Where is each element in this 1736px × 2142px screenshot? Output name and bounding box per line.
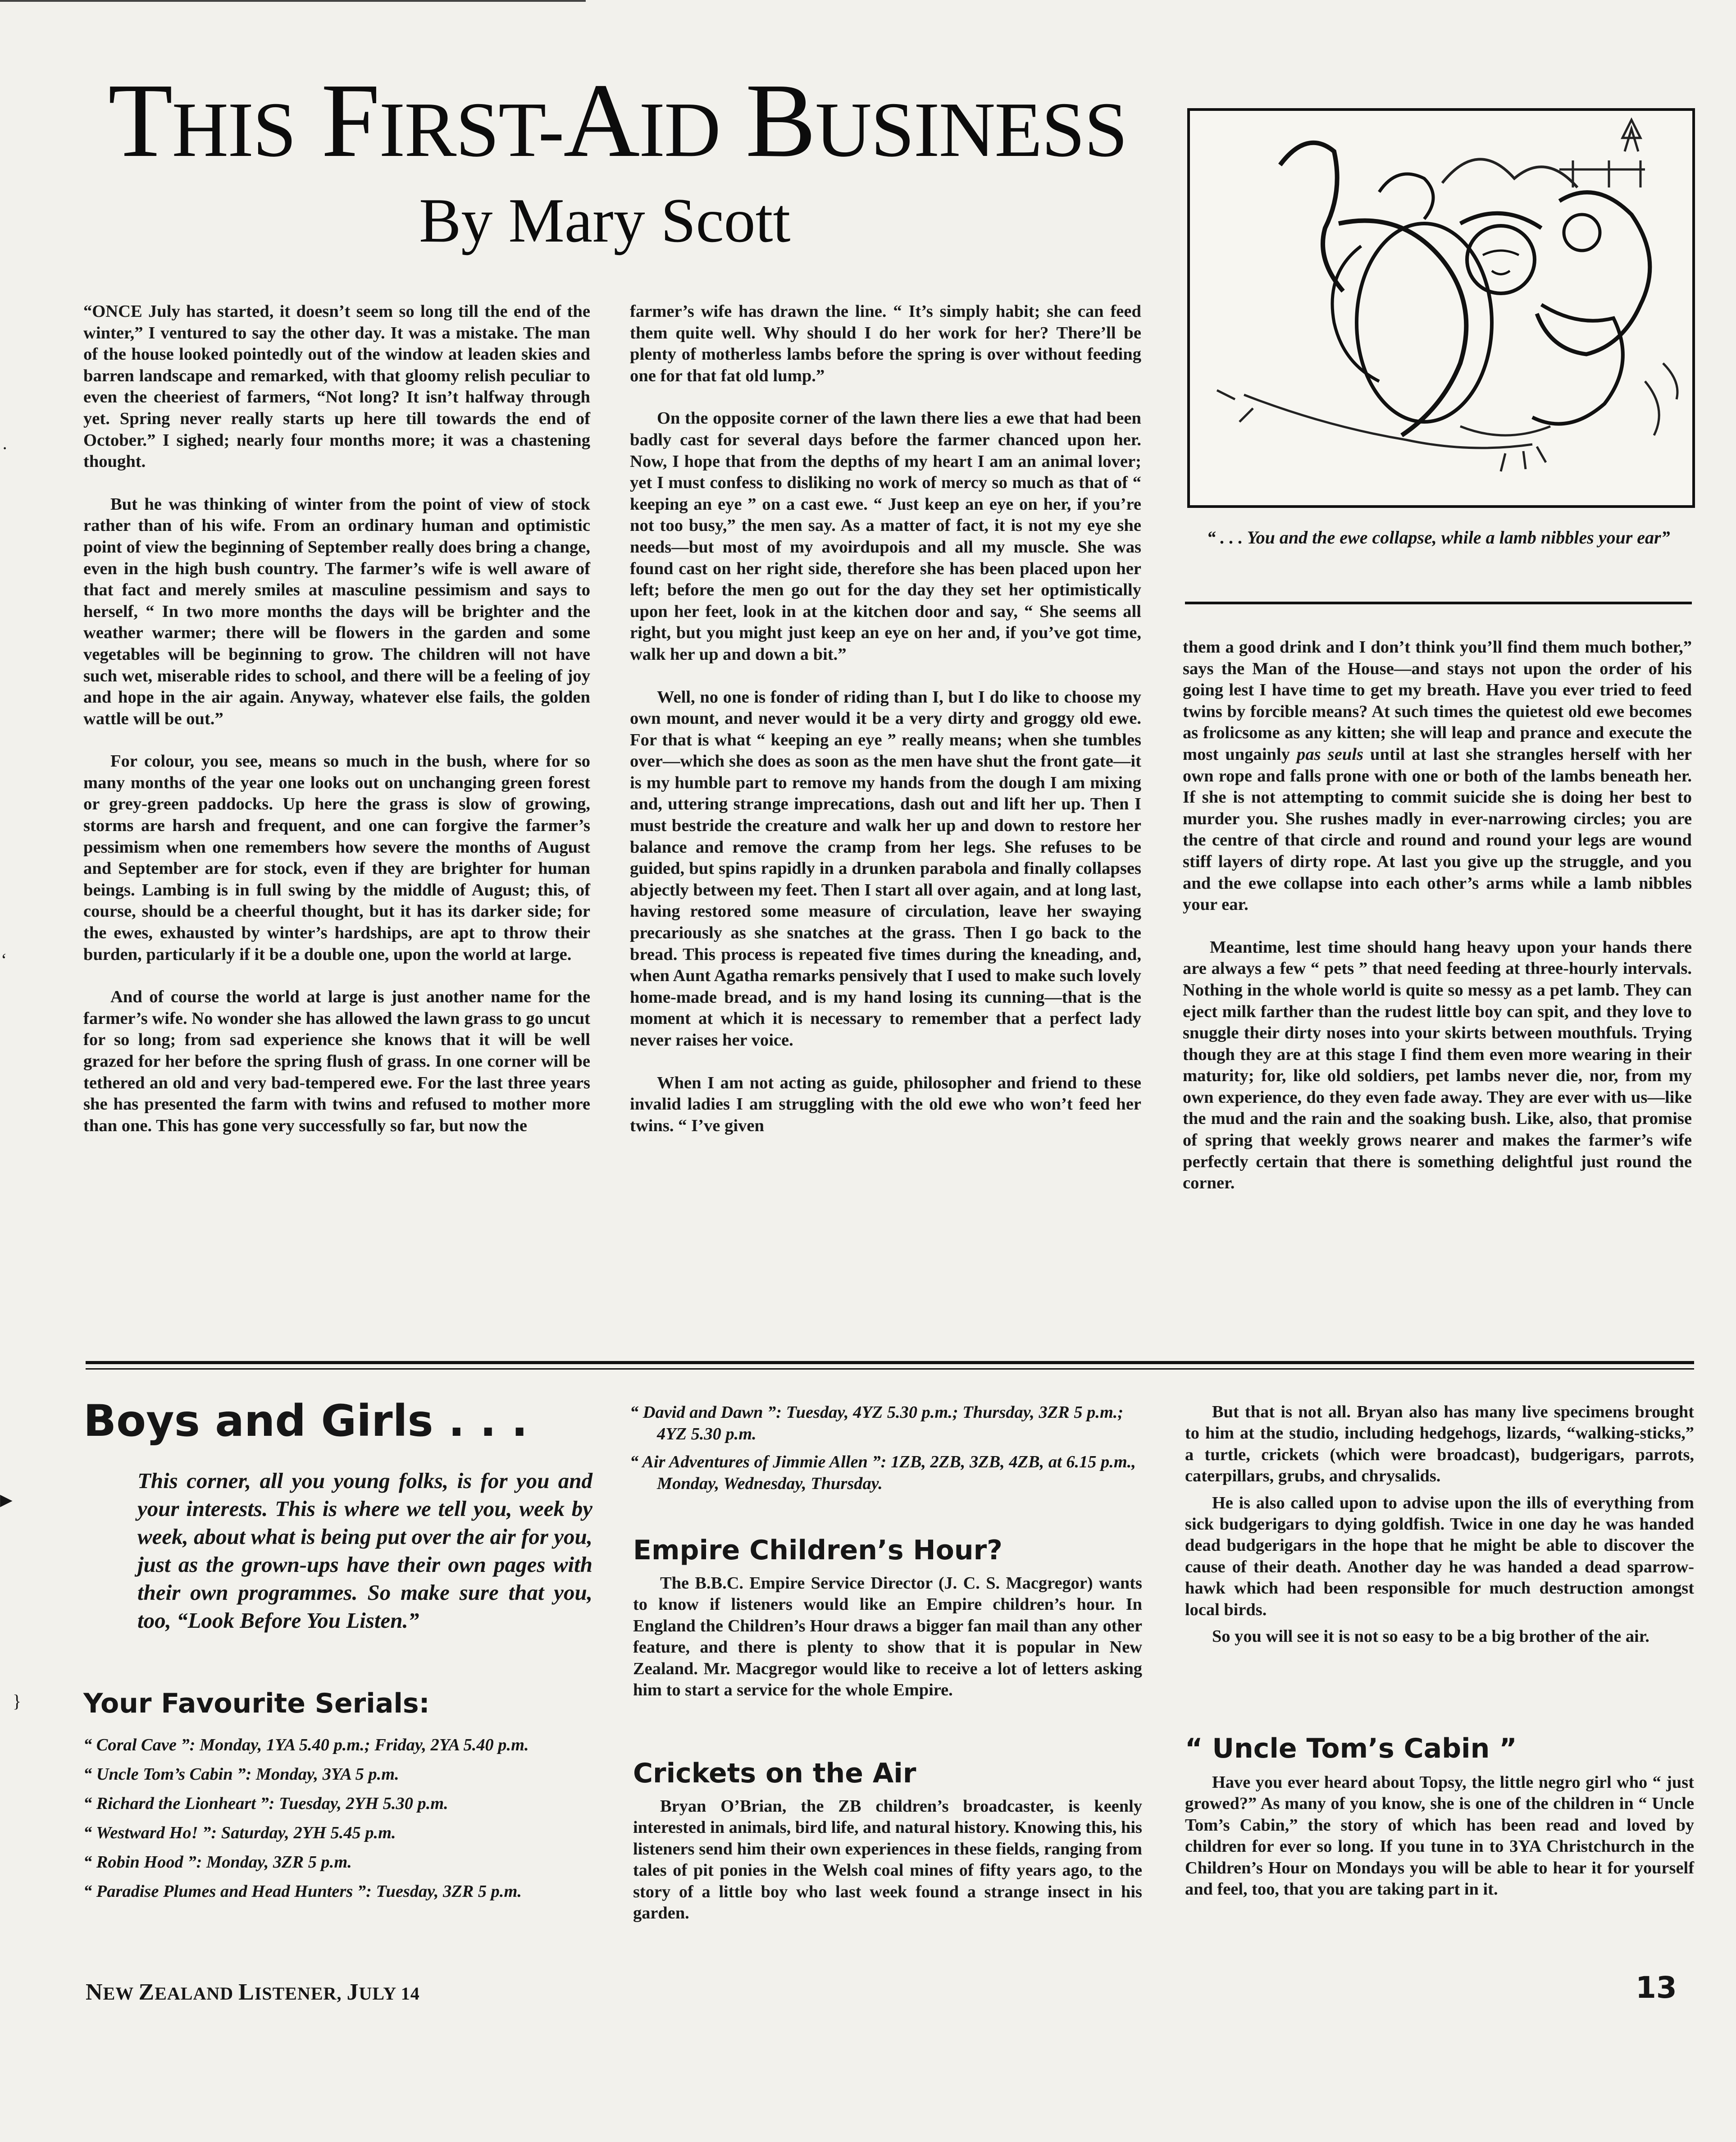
favourite-serials-heading: Your Favourite Serials:: [83, 1688, 430, 1719]
boys-and-girls-intro: This corner, all you young folks, is for you and your interests. This is where we tell you, week by week, about what is being put over the air for you, just as the grown-ups have their own pages with their own programmes. So make sure that you, too, “Look Before You Listen.”: [137, 1468, 593, 1633]
caption-divider: [1185, 602, 1692, 604]
paragraph: Well, no one is fonder of riding than I, but I do like to choose my own mount, and never would it be a very dirty and groggy old ewe. For that is what “ keeping an eye ” really means; when she tumbles over—which she does as soon as the men have shut the front gate—it is my humble part to remove my hands from the dough I am mixing and, uttering strange imprecations, dash out and lift her up. Then I must bestride the creature and walk her up and down to restore her balance and remove the cramp from her legs. She refuses to be guided, but spins rapidly in a drunken parabola and finally collapses abjectly between my feet. Then I start all over again, and at long last, having restored some measure of circulation, leave her swaying precariously as she snatches at the grass. Then I go back to the bread. This process is repeated five times during the kneading, and, when Aunt Agatha remarks pensively that I used to make such lovely home-made bread, and is my hand losing its cunning—that is the moment at which it is necessary to remember that a perfect lady never raises her voice.: [630, 687, 1141, 1050]
empire-childrens-hour-text: [633, 1573, 1142, 1706]
paragraph: The B.B.C. Empire Service Director (J. C. S. Macgregor) wants to know if listeners would like an Empire children’s hour. In England the Children’s Hour draws a bigger fan mail than any other feature, and there is plenty to show that it is popular in New Zealand. Mr. Macgregor would like to receive a lot of letters asking him to start a service for the whole Empire.: [633, 1574, 1142, 1700]
empire-childrens-hour-heading: Empire Children’s Hour?: [633, 1535, 1002, 1566]
list-item: “ Robin Hood ”: Monday, 3ZR 5 p.m.: [83, 1853, 352, 1872]
page-number: 13: [1636, 1970, 1677, 2005]
list-item: “ David and Dawn ”: Tuesday, 4YZ 5.30 p.m.; Thursday, 3ZR 5 p.m.; 4YZ 5.30 p.m.: [630, 1403, 1124, 1443]
paragraph: “ONCE July has started, it doesn’t seem so long till the end of the winter,” I ventured to say the other day. It was a mistake. The man of the house looked pointedly out of the window at leaden skies and barren landscape and remarked, with that gloomy relish peculiar to even the cheeriest of farmers, “Not long? It isn’t halfway through yet. Spring never really starts up here till towards the end of October.” I sighed; nearly four months more; it was a chastening thought.: [83, 302, 590, 471]
serials-list: [83, 1734, 592, 1910]
list-item: “ Air Adventures of Jimmie Allen ”: 1ZB, 2ZB, 3ZB, 4ZB, at 6.15 p.m., Monday, Wednesday, Thursday.: [630, 1452, 1136, 1493]
paragraph: When I am not acting as guide, philosopher and friend to these invalid ladies I am struggling with the old ewe who won’t feed her twins. “ I’ve given: [630, 1073, 1141, 1135]
scan-arrow-icon: ▶: [0, 1491, 13, 1509]
serials-list-continued: [630, 1402, 1141, 1501]
scan-mark: ‘: [1, 950, 7, 970]
illustration-ewe-collapse: [1187, 108, 1695, 508]
boys-and-girls-heading: Boys and Girls . . .: [83, 1396, 528, 1446]
illustration-caption: “ . . . You and the ewe collapse, while a lamb nibbles your ear”: [1207, 527, 1670, 548]
uncle-toms-cabin-heading: “ Uncle Tom’s Cabin ”: [1185, 1733, 1517, 1764]
paragraph: Have you ever heard about Topsy, the little negro girl who “ just growed?” As many of you know, she is one of the children in “ Uncle Tom’s Cabin,” the story of which has been read and loved by children for ever so long. If you tune in to 3YA Christchurch in the Children’s Hour on Mondays you will be able to hear it for yourself and feel, too, that you are taking part in it.: [1185, 1773, 1694, 1899]
crickets-text: [633, 1796, 1142, 1929]
scan-mark: ·: [2, 438, 8, 458]
section-divider: [86, 1361, 1694, 1364]
paragraph: Bryan O’Brian, the ZB children’s broadcaster, is keenly interested in animals, bird life, and natural history. Knowing this, his listeners send him their own experiences in these fields, ranging from tales of pit ponies in the Welsh coal mines of fifty years ago, to the story of a little boy who last week found a strange insect in his garden.: [633, 1797, 1142, 1923]
pointing-hand-icon: }: [13, 1691, 22, 1711]
list-item: “ Richard the Lionheart ”: Tuesday, 2YH 5.30 p.m.: [83, 1794, 448, 1813]
paragraph: For colour, you see, means so much in the bush, where for so many months of the year one looks out on unchanging green forest or grey-green paddocks. Up here the grass is slow of growing, storms are harsh and frequent, and one can forgive the farmer’s pessimism when one remembers how severe the months of August and September are for stock, even if they are brighter for human beings. Lambing is in full swing by the middle of August; this, of course, should be a cheerful thought, but it has its darker side; for the ewes, exhausted by winter’s hardships, are apt to throw their burden, particularly if it be a double one, upon the world at large.: [83, 752, 590, 964]
crickets-continued-text: [1185, 1402, 1694, 1653]
list-item: “ Uncle Tom’s Cabin ”: Monday, 3YA 5 p.m.: [83, 1765, 399, 1784]
list-item: “ Paradise Plumes and Head Hunters ”: Tuesday, 3ZR 5 p.m.: [83, 1882, 522, 1901]
top-print-line: [0, 0, 586, 2]
crickets-heading: Crickets on the Air: [633, 1758, 916, 1789]
paragraph: But he was thinking of winter from the point of view of stock rather than of his wife. From an ordinary human and optimistic point of view the beginning of September really does bring a change, even in the high bush country. The farmer’s wife is well aware of that fact and merely smiles at masculine pessimism and says to herself, “ In two more months the days will be brighter and the weather warmer; there will be flowers in the garden and some vegetables will be beginning to grow. The children will not have such wet, miserable rides to school, and there will be a feeling of joy and hope in the air again. Anyway, whatever else fails, the golden wattle will be out.”: [83, 494, 590, 728]
uncle-toms-cabin-text: [1185, 1772, 1694, 1905]
paragraph: On the opposite corner of the lawn there lies a ewe that had been badly cast for several days before the farmer chanced upon her. Now, I hope that from the depths of my heart I am an animal lover; yet I must confess to disliking no work of mercy so much as that of “ keeping an eye ” on a cast ewe. “ Just keep an eye on her, if you’re not too busy,” the men say. As a matter of fact, it is not my eye she needs—but most of my avoirdupois and all my muscle. She was found cast on her right side, therefore she has been placed upon her left; before the men go out for the day they set her optimistically upon her feet, look in at the kitchen door and say, “ She seems all right, but you might just keep an eye on her and, if you’ve got time, walk her up and down a bit.”: [630, 409, 1141, 664]
article-column-3: [1183, 637, 1692, 1194]
illustration-drawing: [1190, 111, 1692, 505]
paragraph: them a good drink and I don’t think you’ll find them much bother,” says the Man of the House—and stays not upon the order of his going lest I have time to get my breath. Have you ever tried to feed twins by forcible means? At such times the quietest old ewe becomes as frolicsome as any kitten; she will leap and prance and execute the most ungainly pas seuls until at last she strangles herself with her own rope and falls prone with one or both of the lambs beneath her. If she is not attempting to commit suicide she is doing her best to murder you. She rushes madly in ever-narrowing circles; you are the centre of that circle and round and round your legs are wound stiff layers of dirty rope. At last you give up the struggle, and you and the ewe collapse into each other’s arms while a lamb nibbles your ear.: [1183, 638, 1692, 914]
paragraph: farmer’s wife has drawn the line. “ It’s simply habit; she can feed them quite well. Why should I do her work for her? There’ll be plenty of motherless lambs before the spring is over without feeding one for that fat old lump.”: [630, 302, 1141, 385]
publication-footer: NEW ZEALAND LISTENER, JULY 14: [86, 1979, 420, 2005]
list-item: “ Coral Cave ”: Monday, 1YA 5.40 p.m.; Friday, 2YA 5.40 p.m.: [83, 1736, 529, 1754]
paragraph: And of course the world at large is just another name for the farmer’s wife. No wonder she has allowed the lawn grass to go uncut for so long; from sad experience she knows that it will be well grazed for her before the spring flush of grass. In one corner will be tethered an old and very bad-tempered ewe. For the last three years she has presented the farm with twins and refused to mother more than one. This has gone very successfully so far, but now the: [83, 987, 590, 1135]
section-divider-thin: [86, 1368, 1694, 1370]
paragraph: But that is not all. Bryan also has many live specimens brought to him at the studio, including hedgehogs, lizards, “walking-sticks,” a turtle, crickets (which were broadcast), budgerigars, parrots, caterpillars, grubs, and chrysalids.: [1185, 1402, 1694, 1486]
article-column-2: [630, 301, 1141, 1137]
paragraph: So you will see it is not so easy to be a big brother of the air.: [1212, 1627, 1649, 1646]
list-item: “ Westward Ho! ”: Saturday, 2YH 5.45 p.m.: [83, 1823, 396, 1842]
paragraph: Meantime, lest time should hang heavy upon your hands there are always a few “ pets ” that need feeding at three-hourly intervals. Nothing in the whole world is quite so messy as a pet lamb. They can eject milk farther than the rudest little boy can spit, and they love to snuggle their dirty noses into your skirts between mouthfuls. Trying though they are at this stage I find them even more wearing in their maturity; for, like old soldiers, pet lambs never die, nor, from my own experience, do they even fade away. They are ever with us—like the mud and the rain and the soaking bush. Like, also, that promise of spring that weekly grows nearer and makes the farmer’s wife perfectly certain that there is something delightful just round the corner.: [1183, 937, 1692, 1193]
article-column-1: [83, 301, 590, 1137]
article-byline: By Mary Scott: [419, 186, 791, 256]
article-title: THIS FIRST-AID BUSINESS: [108, 62, 1127, 179]
paragraph: He is also called upon to advise upon the ills of everything from sick budgerigars to dying goldfish. Twice in one day he was handed dead budgerigars in the hope that he might be able to discover the cause of their death. Another day he was handed a dead sparrow-hawk which had been responsible for much destruction amongst local birds.: [1185, 1493, 1694, 1619]
